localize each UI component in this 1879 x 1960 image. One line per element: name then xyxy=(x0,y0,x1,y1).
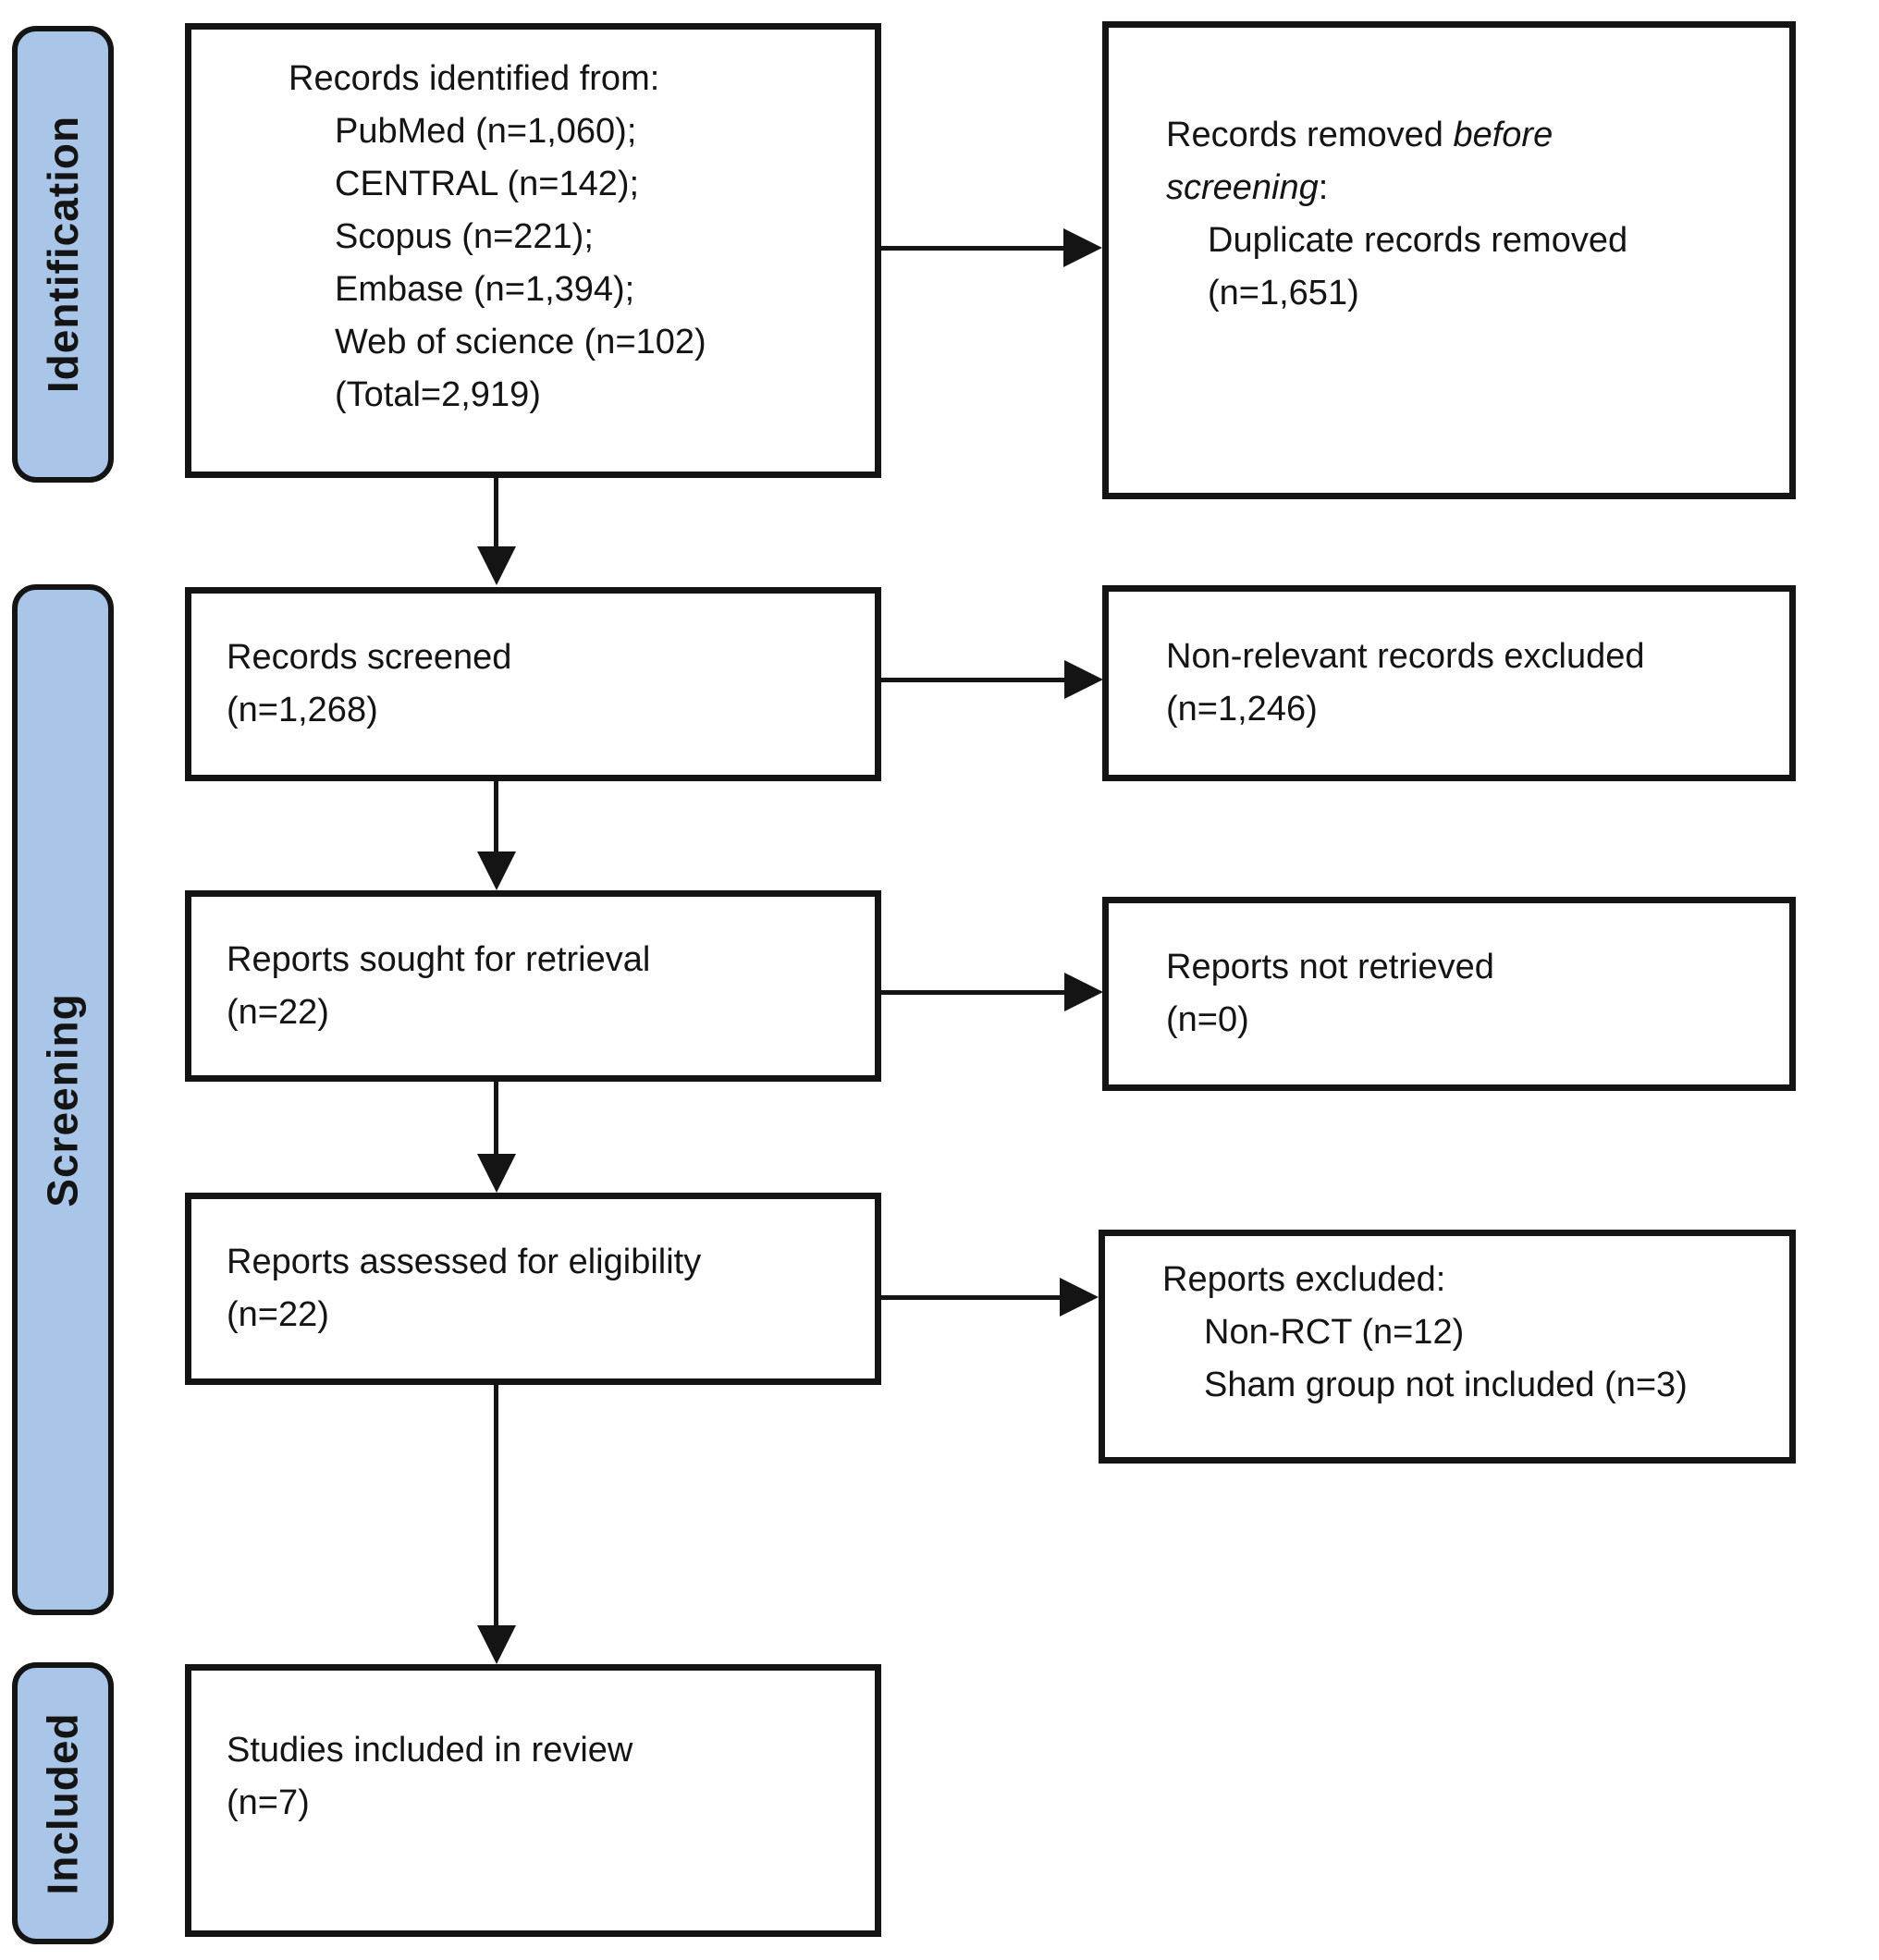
arrowhead-down-icon xyxy=(477,1625,516,1664)
box-records-removed xyxy=(1102,21,1796,499)
box-line: (n=1,268) xyxy=(227,691,378,729)
arrowhead-right-icon xyxy=(1064,973,1103,1011)
arrow-screened-to-sought xyxy=(494,781,498,853)
box-line: Sham group not included (n=3) xyxy=(1204,1366,1688,1404)
box-reports-sought xyxy=(185,890,881,1082)
box-line: (n=22) xyxy=(227,992,329,1032)
box-line: (n=0) xyxy=(1166,1000,1249,1039)
box-line: (n=1,246) xyxy=(1166,690,1318,729)
box-line: Non-relevant records excluded xyxy=(1166,637,1645,676)
box-line: Embase (n=1,394); xyxy=(335,269,635,309)
box-reports-assessed xyxy=(185,1193,881,1385)
arrow-assessed-to-included xyxy=(494,1385,498,1627)
box-line: Records screened xyxy=(227,638,512,677)
arrow-screened-to-nonrelevant xyxy=(881,678,1066,682)
box-records-screened xyxy=(185,587,881,781)
box-line: PubMed (n=1,060); xyxy=(335,111,637,151)
box-line: screening: xyxy=(1166,167,1329,207)
box-nonrelevant-excluded xyxy=(1102,585,1796,781)
box-line: Non-RCT (n=12) xyxy=(1204,1313,1465,1352)
box-line: Reports sought for retrieval xyxy=(227,939,651,979)
box-line: Reports excluded: xyxy=(1162,1260,1446,1299)
box-reports-not-retrieved xyxy=(1102,897,1796,1091)
arrow-assessed-to-excluded xyxy=(881,1295,1062,1300)
arrowhead-down-icon xyxy=(477,851,516,890)
arrowhead-right-icon xyxy=(1064,660,1103,699)
box-line: (n=1,651) xyxy=(1208,273,1359,312)
stage-label-screening: Screening xyxy=(39,992,88,1207)
arrow-identified-to-removed xyxy=(881,246,1065,251)
arrowhead-right-icon xyxy=(1063,228,1102,267)
stage-label-included: Included xyxy=(39,1711,87,1895)
box-studies-included xyxy=(185,1664,881,1937)
box-line: Reports assessed for eligibility xyxy=(227,1243,702,1281)
arrow-identified-to-screened xyxy=(494,478,498,548)
box-line: Records identified from: xyxy=(289,58,660,98)
arrow-sought-to-not-retrieved xyxy=(880,990,1066,995)
box-line: Records removed before xyxy=(1166,115,1554,154)
stage-bar-included xyxy=(12,1662,114,1944)
box-line: (n=22) xyxy=(227,1295,329,1334)
box-line: Reports not retrieved xyxy=(1166,948,1494,986)
box-line: Studies included in review xyxy=(227,1730,633,1770)
box-line: (n=7) xyxy=(227,1782,310,1822)
box-line: Web of science (n=102) xyxy=(335,322,706,361)
arrow-sought-to-assessed xyxy=(494,1082,498,1156)
arrowhead-right-icon xyxy=(1060,1278,1099,1317)
arrowhead-down-icon xyxy=(477,1154,516,1193)
stage-bar-screening xyxy=(12,584,114,1615)
box-line: Scopus (n=221); xyxy=(335,216,594,256)
stage-bar-identification xyxy=(12,26,114,483)
box-line: CENTRAL (n=142); xyxy=(335,164,640,203)
box-line: (Total=2,919) xyxy=(335,374,541,414)
box-records-identified xyxy=(185,23,881,478)
arrowhead-down-icon xyxy=(477,546,516,585)
stage-label-identification: Identification xyxy=(39,115,88,394)
box-line: Duplicate records removed xyxy=(1208,220,1628,260)
box-reports-excluded xyxy=(1099,1230,1796,1464)
